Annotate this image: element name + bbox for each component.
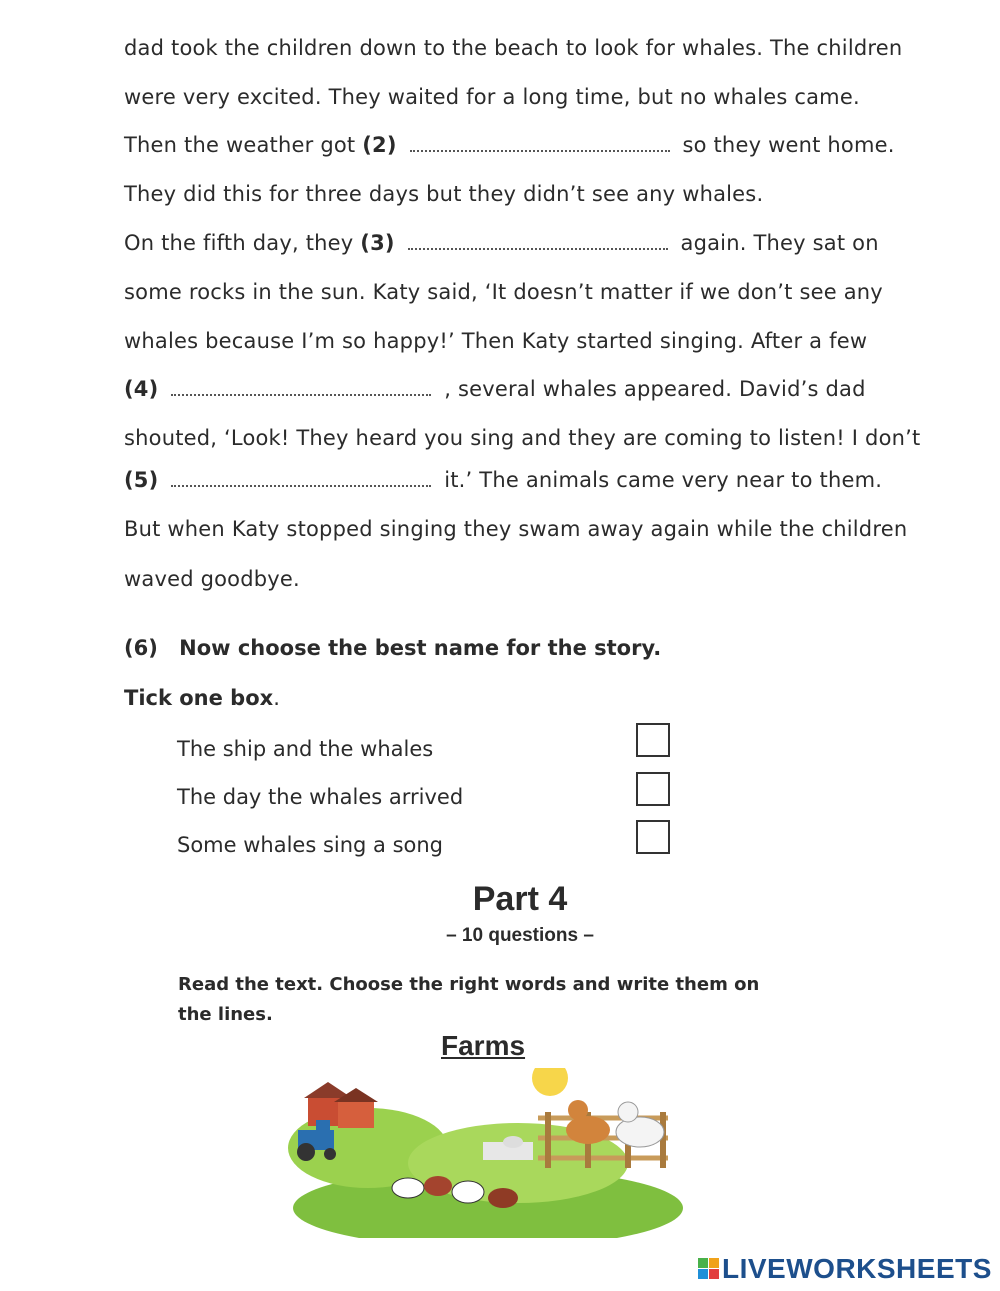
sun-icon xyxy=(532,1068,568,1096)
horse-brown xyxy=(566,1116,610,1144)
barn-right xyxy=(338,1102,374,1128)
story-line-5 xyxy=(124,229,879,257)
story-line-2: were very excited. They waited for a long time, but no whales came. xyxy=(124,85,860,109)
checkbox-option-1[interactable] xyxy=(636,723,670,757)
story-text: it.’ The animals came very near to them. xyxy=(444,468,883,492)
horse-white xyxy=(616,1117,664,1147)
question-6 xyxy=(124,636,661,660)
cow-2 xyxy=(424,1176,452,1196)
story-line-9: shouted, ‘Look! They heard you sing and they are coming to listen! I don’t xyxy=(124,426,921,450)
checkbox-option-3[interactable] xyxy=(636,820,670,854)
story-line-1: dad took the children down to the beach to look for whales. The children xyxy=(124,36,903,60)
story-line-6: some rocks in the sun. Katy said, ‘It doesn’t matter if we don’t see any xyxy=(124,280,883,304)
instruction-line-1: Read the text. Choose the right words and write them on xyxy=(178,974,760,995)
option-label-2: The day the whales arrived xyxy=(177,785,464,809)
answer-gap-5[interactable] xyxy=(171,471,431,487)
tick-period: . xyxy=(273,686,280,710)
tractor-cab xyxy=(316,1120,330,1132)
horse-brown-head xyxy=(568,1100,588,1120)
story-text: Then the weather got xyxy=(124,133,356,157)
story-line-12: waved goodbye. xyxy=(124,567,300,591)
story-line-4: They did this for three days but they didn’t see any whales. xyxy=(124,182,764,206)
sheep xyxy=(503,1136,523,1148)
story-text: so they went home. xyxy=(682,133,895,157)
question-number: (6) xyxy=(124,636,158,660)
liveworksheets-logo-icon xyxy=(698,1258,720,1280)
cow-3 xyxy=(452,1181,484,1203)
story-line-3 xyxy=(124,131,895,159)
question-prompt: Now choose the best name for the story. xyxy=(179,636,662,660)
part-subtitle: – 10 questions – xyxy=(446,925,594,946)
horse-white-head xyxy=(618,1102,638,1122)
gap-number-4: (4) xyxy=(124,377,159,401)
option-label-1: The ship and the whales xyxy=(177,737,434,761)
answer-gap-4[interactable] xyxy=(171,380,431,396)
answer-gap-3[interactable] xyxy=(408,234,668,250)
cow-1 xyxy=(392,1178,424,1198)
story-text: again. They sat on xyxy=(680,231,879,255)
story-line-11: But when Katy stopped singing they swam away again while the children xyxy=(124,517,908,541)
section-heading: Farms xyxy=(441,1030,526,1061)
farm-illustration xyxy=(288,1068,688,1238)
story-line-8 xyxy=(124,375,866,403)
instruction-line-2: the lines. xyxy=(178,1004,273,1025)
tractor-wheel-back xyxy=(297,1143,315,1161)
story-line-10 xyxy=(124,466,882,494)
story-line-7: whales because I’m so happy!’ Then Katy started singing. After a few xyxy=(124,329,868,353)
liveworksheets-brand xyxy=(698,1253,992,1285)
gap-number-5: (5) xyxy=(124,468,159,492)
story-text: , several whales appeared. David’s dad xyxy=(444,377,866,401)
story-text: On the fifth day, they xyxy=(124,231,354,255)
gap-number-3: (3) xyxy=(360,231,395,255)
brand-text: LIVEWORKSHEETS xyxy=(722,1253,992,1284)
option-label-3: Some whales sing a song xyxy=(177,833,444,857)
answer-gap-2[interactable] xyxy=(410,136,670,152)
cow-4 xyxy=(488,1188,518,1208)
gap-number-2: (2) xyxy=(362,133,397,157)
checkbox-option-2[interactable] xyxy=(636,772,670,806)
tractor-wheel-front xyxy=(324,1148,336,1160)
tick-instruction xyxy=(124,686,280,710)
part-title: Part 4 xyxy=(472,880,568,918)
tick-label: Tick one box xyxy=(124,686,274,710)
